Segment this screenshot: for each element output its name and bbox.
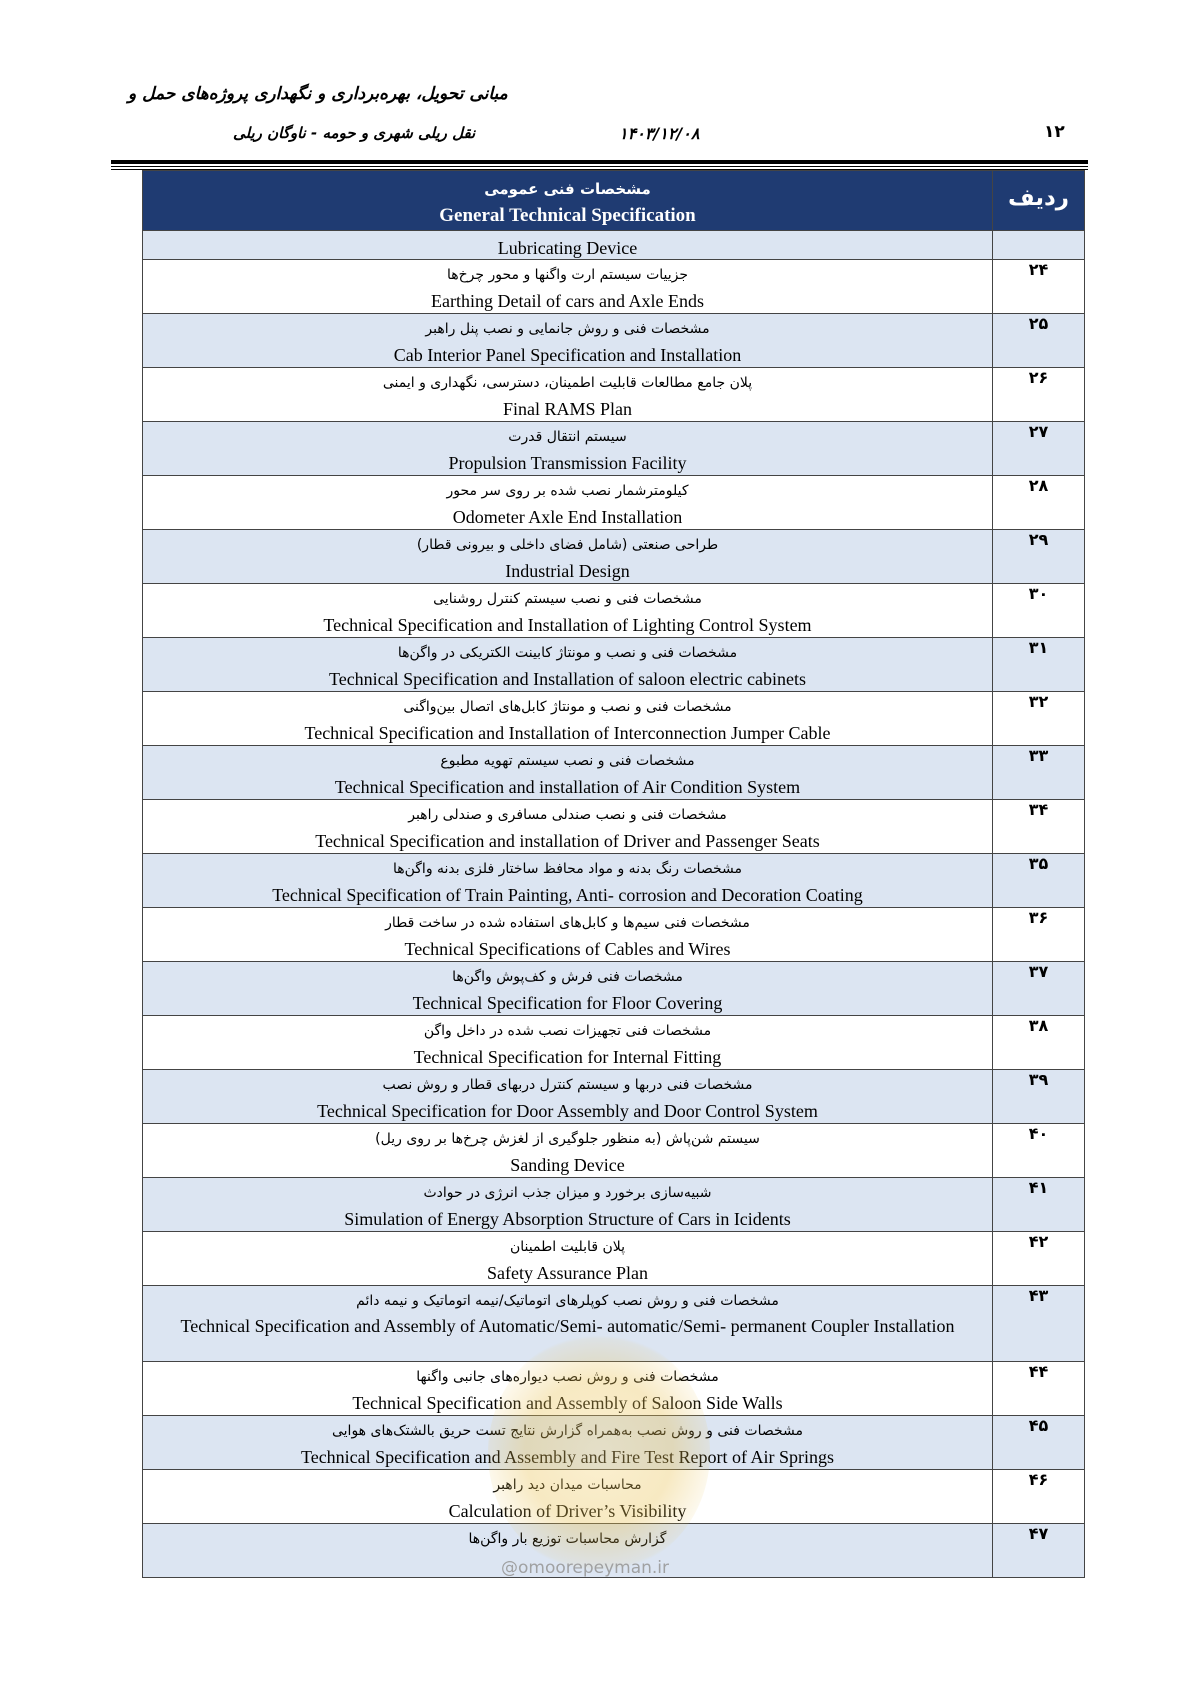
- continuation-row: [143, 231, 1085, 260]
- item-title-en: Technical Specification and Installation of saloon electric cabinets: [328, 669, 807, 689]
- table-row: [143, 746, 1085, 800]
- table-row: [143, 260, 1085, 314]
- table-row: [143, 1416, 1085, 1470]
- document-title: مبانی تحویل، بهره‌برداری و نگهداری پروژه‌های حمل و: [128, 84, 508, 104]
- item-title-fa: مشخصات فنی و روش نصب کوپلرهای اتوماتیک/نیمه اتوماتیک و نیمه دائم: [356, 1293, 779, 1309]
- description-cell: [143, 1416, 993, 1470]
- table-row: [143, 314, 1085, 368]
- item-title-fa: گزارش محاسبات توزیع بار واگن‌ها: [468, 1531, 667, 1547]
- description-cell: [143, 638, 993, 692]
- row-number-cell: ۳۵: [993, 854, 1085, 908]
- row-number-cell: ۳۸: [993, 1016, 1085, 1070]
- table-row: [143, 1124, 1085, 1178]
- header-rule-thin: [111, 166, 1088, 167]
- description-cell: [143, 584, 993, 638]
- item-title-fa: شبیه‌سازی برخورد و میزان جذب انرژی در حوادث: [423, 1185, 712, 1201]
- row-number-cell: ۴۱: [993, 1178, 1085, 1232]
- row-number-cell: ۳۱: [993, 638, 1085, 692]
- item-title-en: Simulation of Energy Absorption Structure of Cars in Icidents: [344, 1209, 791, 1229]
- description-cell: [143, 1070, 993, 1124]
- continuation-cell: [143, 231, 993, 260]
- table-row: [143, 908, 1085, 962]
- item-title-fa: جزییات سیستم ارت واگنها و محور چرخ‌ها: [446, 267, 689, 283]
- item-title-fa: سیستم انتقال قدرت: [508, 429, 627, 445]
- table-row: [143, 854, 1085, 908]
- row-number-cell: ۴۲: [993, 1232, 1085, 1286]
- table-row: [143, 1070, 1085, 1124]
- description-cell: [143, 1016, 993, 1070]
- description-cell: [143, 1470, 993, 1524]
- description-cell: [143, 1362, 993, 1416]
- item-title-en: Technical Specification and installation of Driver and Passenger Seats: [315, 831, 820, 851]
- item-title-en: Safety Assurance Plan: [487, 1263, 648, 1283]
- description-cell: [143, 908, 993, 962]
- row-number-cell: ۲۹: [993, 530, 1085, 584]
- table-row: [143, 1016, 1085, 1070]
- item-title-fa: مشخصات فنی و روش نصب دیواره‌های جانبی واگنها: [416, 1369, 719, 1385]
- item-title-fa: مشخصات فنی و نصب صندلی مسافری و صندلی راهبر: [408, 807, 727, 823]
- table-row: [143, 476, 1085, 530]
- table-row: [143, 638, 1085, 692]
- item-title-fa: پلان قابلیت اطمینان: [509, 1239, 625, 1255]
- description-cell: [143, 962, 993, 1016]
- header-title-fa: مشخصات فنی عمومی: [484, 180, 651, 198]
- item-title-en: Technical Specification and Assembly and Fire Test Report of Air Springs: [300, 1447, 835, 1467]
- item-title-en: Technical Specification for Door Assembly and Door Control System: [317, 1101, 818, 1121]
- row-number-cell: ۳۹: [993, 1070, 1085, 1124]
- table-row: [143, 1362, 1085, 1416]
- table-row: [143, 422, 1085, 476]
- row-number-cell: ۳۴: [993, 800, 1085, 854]
- document-subtitle: نقل ریلی شهری و حومه - ناوگان ریلی: [233, 124, 476, 142]
- table-row: [143, 962, 1085, 1016]
- row-number-cell: ۲۵: [993, 314, 1085, 368]
- item-title-en: Technical Specification for Floor Covering: [412, 993, 723, 1013]
- item-title-en: Earthing Detail of cars and Axle Ends: [431, 291, 704, 311]
- item-title-en: Technical Specification of Train Painting, Anti- corrosion and Decoration Coating: [272, 885, 863, 905]
- item-title-fa: مشخصات فنی دربها و سیستم کنترل دربهای قطار و روش نصب: [382, 1077, 753, 1093]
- document-date: ۱۴۰۳/۱۲/۰۸: [619, 124, 700, 143]
- header-rule-thick: [111, 160, 1088, 164]
- description-cell: [143, 530, 993, 584]
- item-title-fa: مشخصات فنی فرش و کف‌پوش واگن‌ها: [452, 969, 683, 985]
- table-row: [143, 800, 1085, 854]
- row-number-cell: ۲۴: [993, 260, 1085, 314]
- item-title-en: Technical Specification and Installation of Interconnection Jumper Cable: [304, 723, 831, 743]
- item-title-fa: مشخصات رنگ بدنه و مواد محافظ ساختار فلزی بدنه واگن‌ها: [392, 861, 743, 877]
- item-title-en: Technical Specification and Assembly of Automatic/Semi- automatic/Semi- permanent Coupler Installation: [180, 1316, 955, 1336]
- table-row: [143, 692, 1085, 746]
- item-title-fa: مشخصات فنی و نصب سیستم تهویه مطبوع: [440, 753, 695, 769]
- item-title-fa: پلان جامع مطالعات قابلیت اطمینان، دسترسی، نگهداری و ایمنی: [382, 375, 753, 391]
- header-description-cell: [143, 171, 993, 231]
- row-number-cell: ۴۰: [993, 1124, 1085, 1178]
- row-number-cell: ۴۷: [993, 1524, 1085, 1578]
- continuation-text: Lubricating Device: [497, 238, 638, 258]
- watermark-text: @omoorepeyman.ir: [501, 1558, 670, 1578]
- description-cell: [143, 1232, 993, 1286]
- item-title-en: Technical Specification and Installation of Lighting Control System: [323, 615, 812, 635]
- item-title-fa: مشخصات فنی و روش نصب به‌همراه گزارش نتایج تست حریق بالشتک‌های هوایی: [331, 1423, 804, 1439]
- item-title-en: Calculation of Driver’s Visibility: [448, 1501, 687, 1521]
- item-title-fa: مشخصات فنی و روش جانمایی و نصب پنل راهبر: [425, 321, 710, 337]
- row-number-cell: ۲۸: [993, 476, 1085, 530]
- row-number-cell: ۳۳: [993, 746, 1085, 800]
- item-title-fa: محاسبات میدان دید راهبر: [493, 1477, 642, 1493]
- item-title-en: Technical Specification and installation of Air Condition System: [334, 777, 801, 797]
- item-title-en: Final RAMS Plan: [502, 399, 633, 419]
- row-number-cell: ۳۲: [993, 692, 1085, 746]
- description-cell: [143, 1124, 993, 1178]
- item-title-en: Propulsion Transmission Facility: [448, 453, 687, 473]
- table-row: [143, 530, 1085, 584]
- description-cell: [143, 476, 993, 530]
- item-title-en: Technical Specifications of Cables and Wires: [404, 939, 731, 959]
- item-title-en: Sanding Device: [510, 1155, 625, 1175]
- description-cell: [143, 1178, 993, 1232]
- description-cell: [143, 368, 993, 422]
- header-row-number: ردیف: [993, 171, 1085, 231]
- table-row: [143, 1470, 1085, 1524]
- item-title-en: Odometer Axle End Installation: [452, 507, 683, 527]
- header-title-en: General Technical Specification: [439, 205, 696, 226]
- row-number-cell: ۴۵: [993, 1416, 1085, 1470]
- page-number: ۱۲: [1044, 122, 1065, 142]
- item-title-en: Cab Interior Panel Specification and Installation: [393, 345, 742, 365]
- description-cell: [143, 800, 993, 854]
- description-cell: [143, 260, 993, 314]
- item-title-fa: طراحی صنعتی (شامل فضای داخلی و بیرونی قطار): [416, 537, 719, 553]
- item-title-fa: مشخصات فنی سیم‌ها و کابل‌های استفاده شده در ساخت قطار: [385, 915, 750, 931]
- table-row: [143, 1286, 1085, 1362]
- item-title-en: Industrial Design: [505, 561, 630, 581]
- description-cell: [143, 746, 993, 800]
- row-number-cell: ۲۶: [993, 368, 1085, 422]
- description-cell: [143, 314, 993, 368]
- item-title-fa: سیستم شن‌پاش (به منظور جلوگیری از لغزش چرخ‌ها بر روی ریل): [375, 1131, 760, 1147]
- description-cell: [143, 692, 993, 746]
- table-row: [143, 1178, 1085, 1232]
- row-number-cell: ۳۶: [993, 908, 1085, 962]
- row-number-cell: ۲۷: [993, 422, 1085, 476]
- description-cell: [143, 422, 993, 476]
- row-number-cell: ۴۳: [993, 1286, 1085, 1362]
- row-number-cell: ۳۷: [993, 962, 1085, 1016]
- row-number-cell: ۴۴: [993, 1362, 1085, 1416]
- item-title-fa: کیلومترشمار نصب شده بر روی سر محور: [446, 483, 689, 499]
- table-header-row: [143, 171, 1085, 231]
- table-row: [143, 368, 1085, 422]
- item-title-fa: مشخصات فنی و نصب و مونتاژ کابل‌های اتصال بین‌واگنی: [403, 699, 732, 715]
- row-number-cell: ۳۰: [993, 584, 1085, 638]
- item-title-fa: مشخصات فنی و نصب سیستم کنترل روشنایی: [433, 591, 702, 607]
- item-title-fa: مشخصات فنی تجهیزات نصب شده در داخل واگن: [423, 1023, 712, 1039]
- row-number-cell: ۴۶: [993, 1470, 1085, 1524]
- table-row: [143, 584, 1085, 638]
- item-title-en: Technical Specification for Internal Fitting: [413, 1047, 722, 1067]
- continuation-number-cell: [993, 231, 1085, 260]
- description-cell: [143, 1286, 993, 1362]
- table-row: [143, 1232, 1085, 1286]
- spec-table: [142, 170, 1085, 1578]
- item-title-fa: مشخصات فنی و نصب و مونتاژ کابینت الکتریکی در واگن‌ها: [397, 645, 738, 661]
- description-cell: [143, 854, 993, 908]
- item-title-en: Technical Specification and Assembly of Saloon Side Walls: [352, 1393, 783, 1413]
